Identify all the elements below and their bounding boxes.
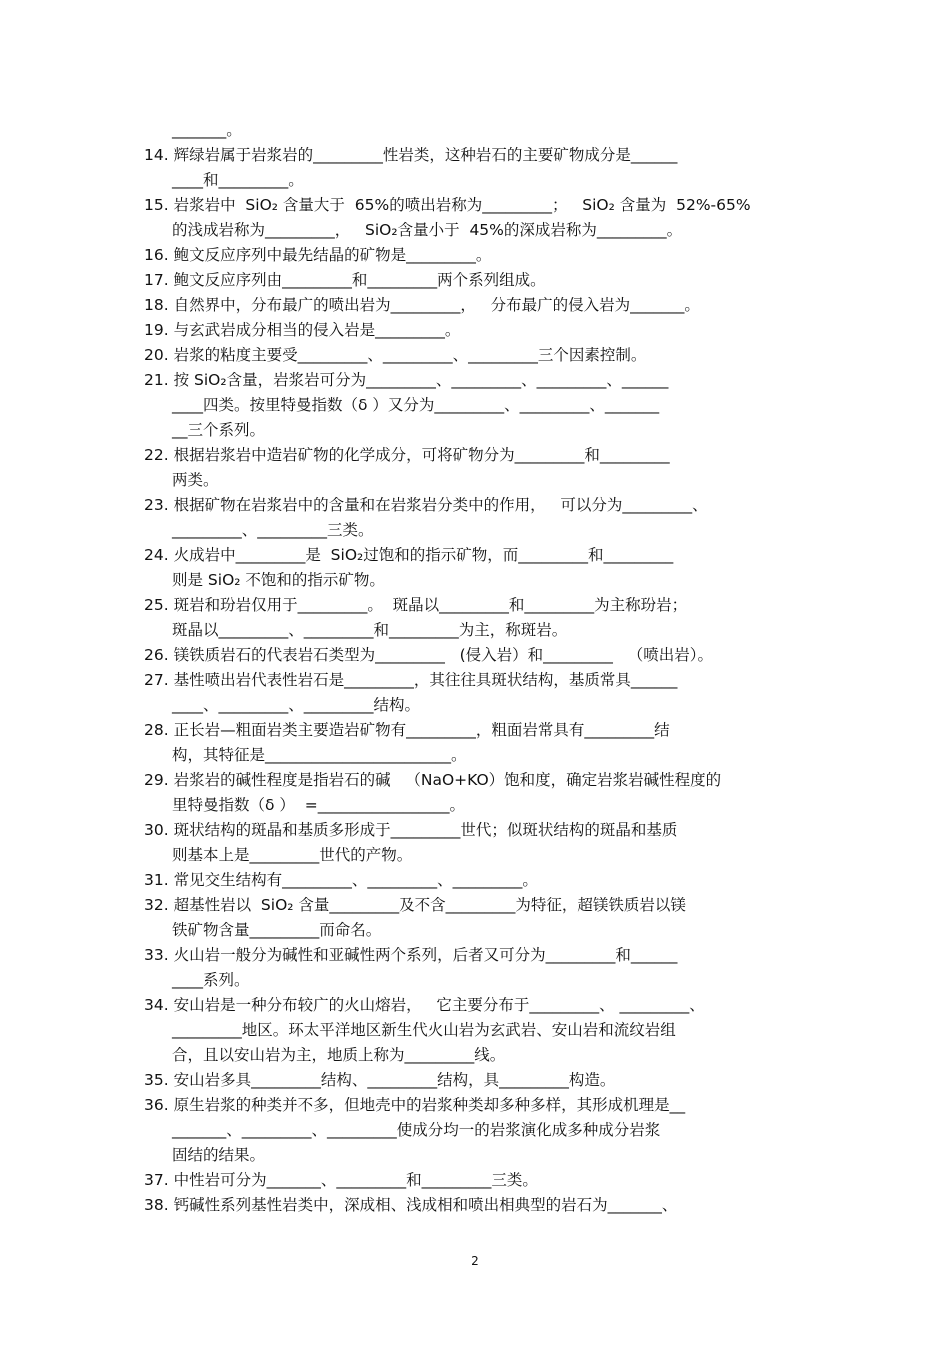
question-29-cont: 里特曼指数（δ ） =_________________。 — [172, 796, 466, 814]
question-15-cont: 的浅成岩称为_________， SiO₂含量小于 45%的深成岩称为_________。 — [172, 221, 683, 239]
question-22-cont: 两类。 — [172, 471, 219, 489]
question-14-cont: ____和_________。 — [172, 171, 304, 189]
question-21-cont-2: __三个系列。 — [172, 421, 266, 439]
question-24: 24. 火成岩中_________是 SiO₂过饱和的指示矿物，而_________和_________ — [144, 546, 674, 564]
question-23: 23. 根据矿物在岩浆岩中的含量和在岩浆岩分类中的作用， 可以分为_________、 — [144, 496, 708, 514]
question-20: 20. 岩浆的粘度主要受_________、_________、_________三个因素控制。 — [144, 346, 647, 364]
question-17: 17. 鲍文反应序列由_________和_________两个系列组成。 — [144, 271, 546, 289]
question-36-cont-2: 固结的结果。 — [172, 1146, 266, 1164]
question-31: 31. 常见交生结构有_________、_________、_________。 — [144, 871, 538, 889]
question-16: 16. 鲍文反应序列中最先结晶的矿物是_________。 — [144, 246, 492, 264]
question-34-cont-2: 合，且以安山岩为主，地质上称为_________线。 — [172, 1046, 506, 1064]
question-19: 19. 与玄武岩成分相当的侵入岩是_________。 — [144, 321, 461, 339]
question-29: 29. 岩浆岩的碱性程度是指岩石的碱 （NaO+KO）饱和度，确定岩浆岩碱性程度的 — [144, 771, 722, 789]
question-36: 36. 原生岩浆的种类并不多，但地壳中的岩浆种类却多种多样，其形成机理是__ — [144, 1096, 686, 1114]
question-28: 28. 正长岩—粗面岩类主要造岩矿物有_________，粗面岩常具有_________结 — [144, 721, 670, 739]
question-21-cont-1: ____四类。按里特曼指数（δ ）又分为_________、_________、_______ — [172, 396, 660, 414]
question-14: 14. 辉绿岩属于岩浆岩的_________性岩类，这种岩石的主要矿物成分是______ — [144, 146, 678, 164]
question-35: 35. 安山岩多具_________结构、_________结构，具_________构造。 — [144, 1071, 616, 1089]
question-28-cont: 构，其特征是________________________。 — [172, 746, 467, 764]
page-number: 2 — [471, 1254, 479, 1268]
text-line-13-tail: _______。 — [172, 121, 242, 139]
question-18: 18. 自然界中，分布最广的喷出岩为_________， 分布最广的侵入岩为_______。 — [144, 296, 700, 314]
question-30: 30. 斑状结构的斑晶和基质多形成于_________世代；似斑状结构的斑晶和基质 — [144, 821, 678, 839]
question-38: 38. 钙碱性系列基性岩类中，深成相、浅成相和喷出相典型的岩石为_______、 — [144, 1196, 678, 1214]
question-24-cont: 则是 SiO₂ 不饱和的指示矿物。 — [172, 571, 385, 589]
question-25-cont: 斑晶以_________、_________和_________为主，称斑岩。 — [172, 621, 568, 639]
question-25: 25. 斑岩和玢岩仅用于_________。 斑晶以_________和_________为主称玢岩； — [144, 596, 688, 614]
question-36-cont-1: _______、_________、_________使成分均一的岩浆演化成多种成分岩浆 — [172, 1121, 661, 1139]
question-32-cont: 铁矿物含量_________而命名。 — [172, 921, 382, 939]
question-32: 32. 超基性岩以 SiO₂ 含量_________及不含_________为特征，超镁铁质岩以镁 — [144, 896, 686, 914]
question-26: 26. 镁铁质岩石的代表岩石类型为_________ (侵入岩）和_________ （喷出岩）。 — [144, 646, 713, 664]
question-27: 27. 基性喷出岩代表性岩石是_________，其往往具斑状结构，基质常具______ — [144, 671, 678, 689]
question-34: 34. 安山岩是一种分布较广的火山熔岩， 它主要分布于_________、 _________、 — [144, 996, 705, 1014]
question-23-cont: _________、_________三类。 — [172, 521, 374, 539]
question-37: 37. 中性岩可分为_______、_________和_________三类。 — [144, 1171, 538, 1189]
question-22: 22. 根据岩浆岩中造岩矿物的化学成分，可将矿物分为_________和_________ — [144, 446, 670, 464]
question-27-cont: ____、_________、_________结构。 — [172, 696, 421, 714]
question-30-cont: 则基本上是_________世代的产物。 — [172, 846, 413, 864]
question-33-cont: ____系列。 — [172, 971, 250, 989]
question-34-cont-1: _________地区。环太平洋地区新生代火山岩为玄武岩、安山岩和流纹岩组 — [172, 1021, 676, 1039]
question-33: 33. 火山岩一般分为碱性和亚碱性两个系列，后者又可分为_________和______ — [144, 946, 678, 964]
question-21: 21. 按 SiO₂含量，岩浆岩可分为_________、_________、_________、______ — [144, 371, 669, 389]
question-15: 15. 岩浆岩中 SiO₂ 含量大于 65%的喷出岩称为_________； SiO₂ 含量为 52%-65% — [144, 196, 751, 214]
